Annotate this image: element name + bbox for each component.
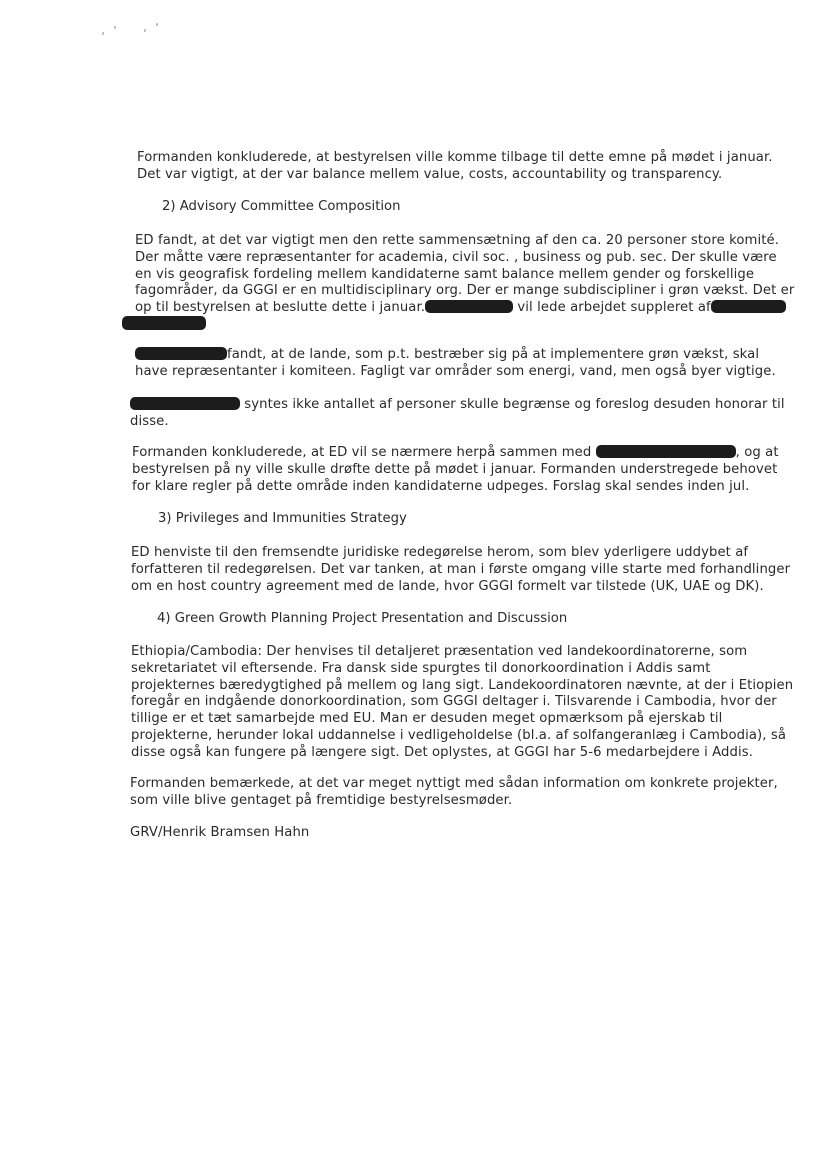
text-line: ED henviste til den fremsendte juridiske redegørelse herom, som blev yderligere uddybet af [131,545,749,560]
paragraph-conclusion-2 [132,445,779,495]
text-line: fagområder, da GGGI er en multidisciplinary org. Der er mange subdiscipliner i grøn vækst. Det er [135,283,795,299]
text-line [130,397,785,414]
text-line: Ethiopia/Cambodia: Der henvises til detaljeret præsentation ved landekoordinatorerne, som [131,644,748,659]
paragraph-conclusion-3 [130,776,778,810]
text-fragment: Formanden konkluderede, at ED vil se nærmere herpå sammen med [132,445,592,460]
text-line: projekterne, herunder lokal uddannelse i vedligeholdelse (bl.a. af solfangeranlæg i Cambodia), så [131,727,787,743]
text-line [132,445,779,462]
section-heading-green-growth: 4) Green Growth Planning Project Presentation and Discussion [157,611,568,626]
scan-speck [156,23,158,26]
redaction-block [130,397,240,410]
scan-specks [100,20,170,40]
text-fragment: fandt, at de lande, som p.t. bestræber sig på at implementere grøn vækst, skal [227,347,760,362]
text-line: for klare regler på dette område inden kandidaterne udpeges. Forslag skal sendes inden jul. [132,478,750,494]
text-line: disse også kan fungere på længere sigt. Det oplystes, at GGGI har 5-6 medarbejdere i Addis. [131,744,754,760]
paragraph-privileges [131,545,790,595]
text-line: disse. [130,413,169,429]
redaction-block [135,347,227,360]
scan-speck [114,26,116,29]
text-line [135,300,794,317]
text-line: som ville blive gentaget på fremtidige bestyrelsesmøder. [130,792,513,808]
text-line: sekretariatet vil eftersende. Fra dansk side spurgtes til donorkoordination i Addis samt [131,660,711,676]
signature-line: GRV/Henrik Bramsen Hahn [130,825,310,840]
text-fragment: op til bestyrelsen at beslutte dette i januar. [135,300,426,316]
text-line: Formanden bemærkede, at det var meget nyttigt med sådan information om konkrete projekter, [130,776,778,791]
paragraph-advisory [135,233,794,317]
text-line: forfatteren til redegørelsen. Det var tanken, at man i første omgang ville starte med forhandlinger [131,561,791,577]
redaction-block [425,300,513,313]
text-line: Der måtte være repræsentanter for academia, civil soc. , business og pub. sec. Der skulle være [135,249,777,265]
redaction-block [122,316,206,330]
text-line: tillige er et tæt samarbejde med EU. Man er desuden meget opmærksom på ejerskab til [131,711,723,727]
text-line: projekternes bæredygtighed på mellem og lang sigt. Landekoordinatoren nævnte, at der i Etiopien [131,677,794,693]
text-line: have repræsentanter i komiteen. Fagligt var områder som energi, vand, men også byer vigtige. [135,363,776,379]
text-line: foregår en indgående donorkoordination, som GGGI deltager i. Tilsvarende i Cambodia, hvor der [131,694,777,710]
text-line [135,347,776,364]
paragraph-honorarium [130,397,785,431]
text-fragment: , og at [735,445,779,460]
paragraph-countries [135,347,776,381]
text-line: Formanden konkluderede, at bestyrelsen ville komme tilbage til dette emne på mødet i januar. [137,150,773,165]
section-heading-privileges: 3) Privileges and Immunities Strategy [158,511,407,526]
text-fragment: vil lede arbejdet suppleret af [517,300,711,316]
paragraph-conclusion-1 [137,150,773,184]
section-heading-advisory: 2) Advisory Committee Composition [162,199,401,214]
text-line: en vis geografisk fordeling mellem kandidaterne samt balance mellem gender og forskellige [135,266,755,282]
text-fragment: syntes ikke antallet af personer skulle begrænse og foreslog desuden honorar til [244,397,785,412]
text-line: ED fandt, at det var vigtigt men den rette sammensætning af den ca. 20 personer store komité. [135,233,780,248]
text-line: Det var vigtigt, at der var balance mellem value, costs, accountability og transparency. [137,166,723,182]
text-line: bestyrelsen på ny ville skulle drøfte dette på mødet i januar. Formanden understregede behovet [132,461,778,477]
redaction-block [596,445,736,458]
scan-speck [144,29,146,32]
scan-speck [102,32,104,35]
redaction-block [711,300,786,313]
text-line: om en host country agreement med de lande, hvor GGGI formelt var tilstede (UK, UAE og DK). [131,578,764,594]
paragraph-ethiopia-cambodia [131,644,793,762]
